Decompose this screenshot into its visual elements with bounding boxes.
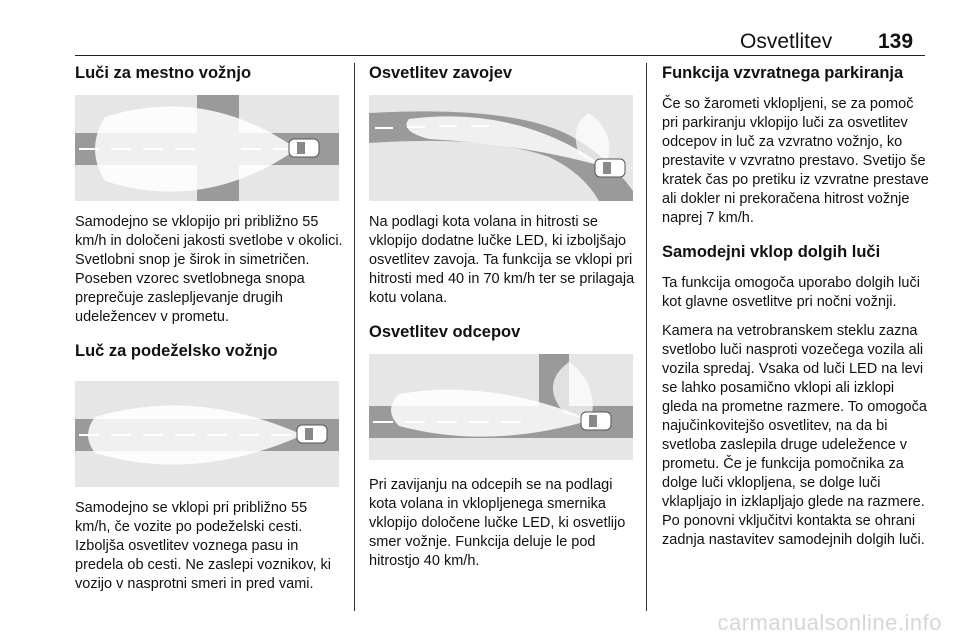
heading-cornering-lights: Osvetlitev zavojev [369,64,513,82]
column-divider-1 [354,63,355,611]
heading-auto-high-beam: Samodejni vklop dolgih luči [662,243,881,261]
header-title: Osvetlitev [740,30,833,53]
heading-country-lights: Luč za podeželsko vožnjo [75,342,278,360]
city-light-illustration [75,95,339,201]
junction-light-illustration [369,354,633,460]
junction-lights-text: Pri zavijanju na odcepih se na podlagi kota volana in vklopljenega smernika vklopijo določene lučke LED, ki osvetlijo smer vožnje. Funkcija deluje le pod hitrostjo 40 km/h. [369,477,626,569]
column-3 [662,63,930,560]
header-rule [75,55,925,56]
page-number: 139 [878,30,914,53]
country-light-illustration [75,381,339,487]
column-divider-2 [646,63,647,611]
city-lights-text: Samodejno se vklopijo pri približno 55 km/h in določeni jakosti svetlobe v okolici. Svetlobni snop je širok in simetričen. Poseben vzorec svetlobnega snopa preprečuje zaslepljevanje drugih udeležencev v prometu. [75,214,343,325]
watermark: carmanualsonline.info [717,610,942,635]
auto-high-beam-text-2: Kamera na vetrobranskem steklu zazna svetlobo luči nasproti vozečega vozila ali vozila spredaj. Vsaka od luči LED na levi se lahko posamično vklopi ali izklopi gleda na prometne razmere. To omogoča najučinkovitejšo osvetlitev, na da bi svetloba zaslepila druge udeležence v prometu. Če je funkcija pomočnika za dolge luči vklopljena, se dolge luči vklapljajo in izklapljajo glede na razmere. Po ponovni vključitvi kontakta se ohrani zadnja nastavitev samodejnih dolgih luči. [662,323,927,548]
heading-junction-lights: Osvetlitev odcepov [369,323,521,341]
country-lights-text: Samodejno se vklopi pri približno 55 km/h, če vozite po podeželski cesti. Izboljša osvetlitev voznega pasu in predela ob cesti. Ne zaslepi voznikov, ki vozijo v nasprotni smeri in pred vami. [75,500,332,592]
column-2 [369,63,639,581]
auto-high-beam-text-1: Ta funkcija omogoča uporabo dolgih luči kot glavne osvetlitve pri nočni vožnji. [662,275,920,310]
column-1 [75,63,345,604]
heading-city-lights: Luči za mestno vožnjo [75,64,252,82]
cornering-light-illustration [369,95,633,201]
heading-reverse-parking: Funkcija vzvratnega parkiranja [662,64,904,82]
cornering-lights-text: Na podlagi kota volana in hitrosti se vklopijo dodatne lučke LED, ki izboljšajo osvetlitev zavoja. Ta funkcija se vklopi pri hitrosti med 40 in 70 km/h ter se prilagaja kotu volana. [369,214,635,306]
reverse-parking-text: Če so žarometi vklopljeni, se za pomoč pri parkiranju vklopijo luči za osvetlitev odcepov in luč za vzvratno vožnjo, ko prestavite v vzvratno prestavo. Svetijo še kratek čas po pretiku iz vzvratne prestave ali dokler ni prekoračena hitrost vožnje naprej 7 km/h. [662,96,929,226]
